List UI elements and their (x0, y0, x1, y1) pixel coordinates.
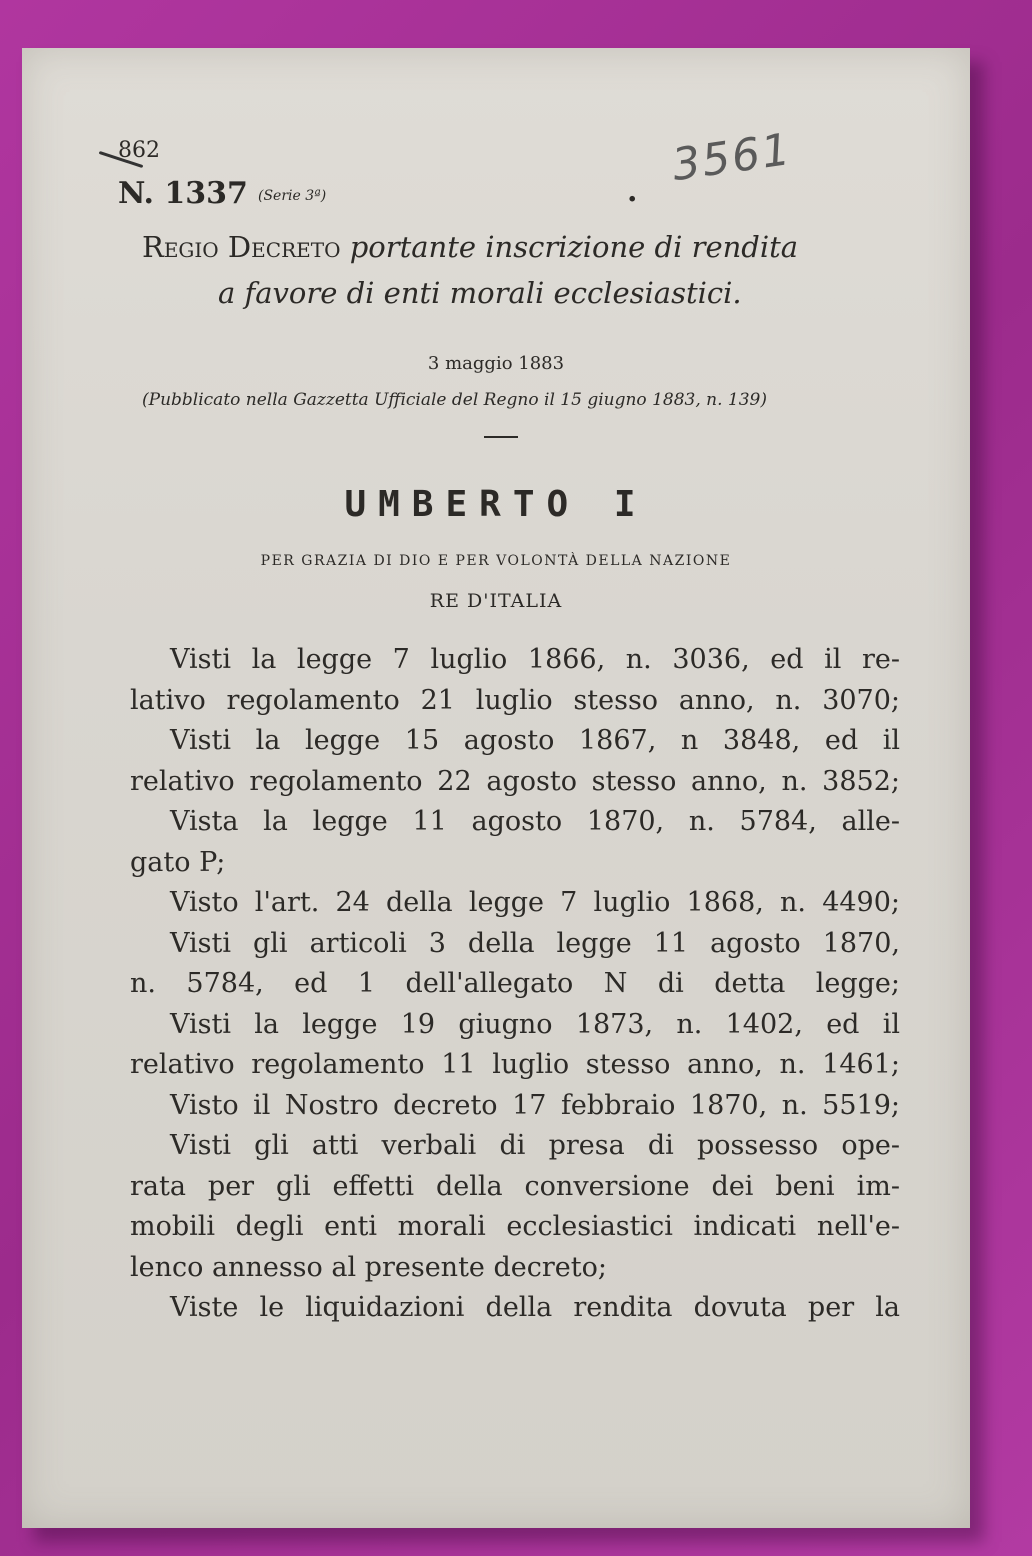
divider (484, 436, 518, 438)
body-line: Visti gli atti verbali di presa di possesso ope- (170, 1130, 900, 1161)
body-line: relativo regolamento 11 luglio stesso anno, n. 1461; (130, 1049, 900, 1080)
title-line-2: a favore di enti morali ecclesiastici. (218, 276, 742, 310)
body-line: n. 5784, ed 1 dell'allegato N di detta legge; (130, 968, 900, 999)
body-line: gato P; (130, 846, 226, 878)
page-number: 862 (118, 138, 160, 163)
publication-note: (Pubblicato nella Gazzetta Ufficiale del Regno il 15 giugno 1883, n. 139) (142, 390, 767, 410)
body-line: Visto il Nostro decreto 17 febbraio 1870, n. 5519; (170, 1089, 900, 1121)
body-line: Visti la legge 15 agosto 1867, n 3848, ed il (170, 725, 900, 756)
decree-body (130, 640, 900, 1329)
title-prefix: Regio Decreto (142, 230, 341, 264)
body-line: Vista la legge 11 agosto 1870, n. 5784, alle- (170, 806, 900, 837)
decree-title (142, 224, 882, 316)
body-line: lenco annesso al presente decreto; (130, 1251, 607, 1283)
series-label: (Serie 3ª) (258, 188, 327, 204)
body-line: Visti gli articoli 3 della legge 11 agosto 1870, (170, 927, 900, 959)
title-line-1: portante inscrizione di rendita (349, 230, 799, 264)
body-line: rata per gli effetti della conversione dei beni im- (130, 1170, 900, 1202)
body-line: Viste le liquidazioni della rendita dovuta per la (170, 1292, 900, 1323)
re-ditalia: RE D'ITALIA (429, 590, 563, 612)
grazia-line: PER GRAZIA DI DIO E PER VOLONTÀ DELLA NAZIONE (260, 553, 732, 569)
body-line: Visti la legge 19 giugno 1873, n. 1402, ed il (170, 1008, 900, 1040)
body-line: Visti la legge 7 luglio 1866, n. 3036, ed il re- (170, 644, 900, 675)
dot-mark: . (627, 174, 638, 209)
body-line: lativo regolamento 21 luglio stesso anno, n. 3070; (130, 684, 900, 716)
decree-date: 3 maggio 1883 (427, 353, 565, 374)
decree-number: N. 1337 (118, 176, 248, 211)
handwritten-note: 3561 (669, 123, 795, 192)
body-line: relativo regolamento 22 agosto stesso anno, n. 3852; (130, 765, 900, 797)
king-heading: UMBERTO I (344, 484, 648, 525)
document-page (22, 48, 970, 1528)
body-line: mobili degli enti morali ecclesiastici indicati nell'e- (130, 1211, 900, 1242)
body-line: Visto l'art. 24 della legge 7 luglio 1868, n. 4490; (170, 887, 900, 918)
